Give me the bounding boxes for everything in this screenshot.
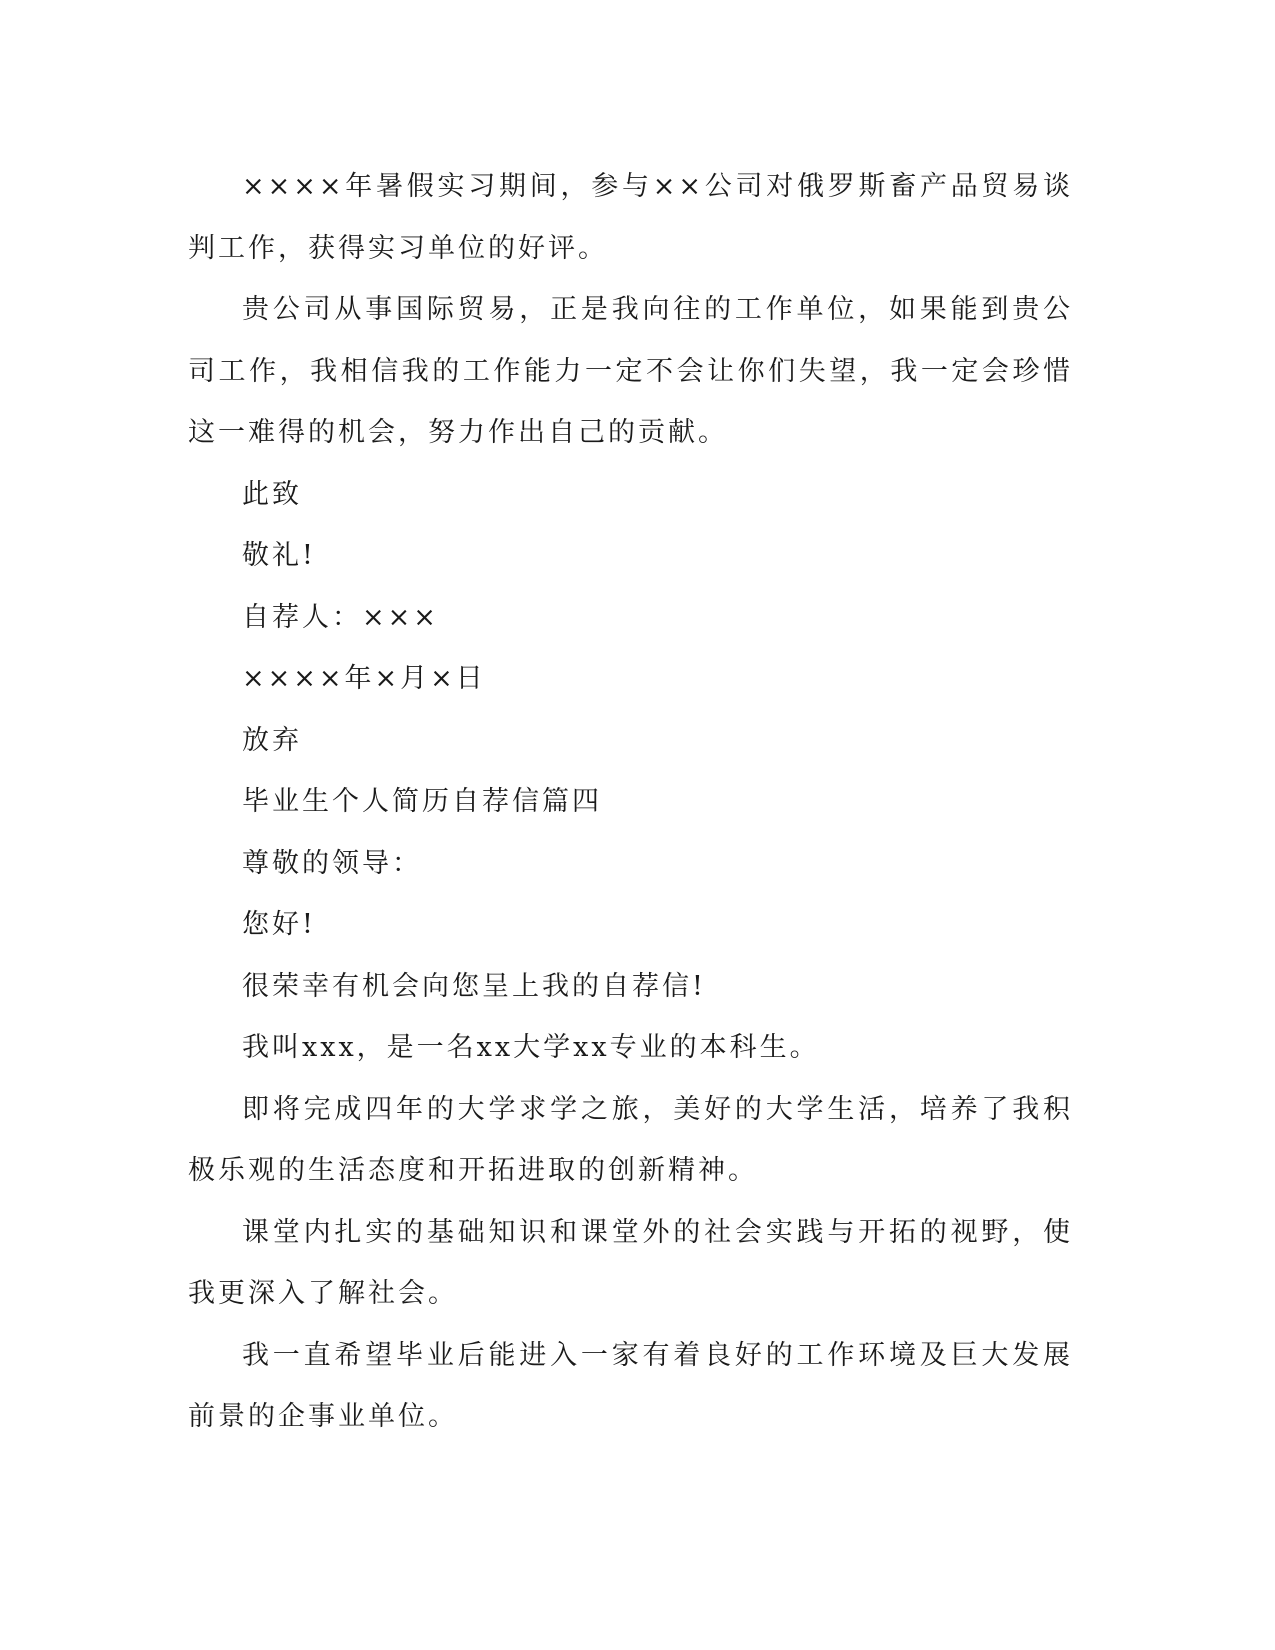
stray-word: 放弃	[242, 724, 302, 756]
paragraph-company-interest: 贵公司从事国际贸易，正是我向往的工作单位，如果能到贵公司工作，我相信我的工作能力一定不会让你们失望，我一定会珍惜这一难得的机会，努力作出自己的贡献。	[188, 294, 1073, 448]
greeting: 您好!	[242, 909, 316, 940]
paragraph-aspiration: 我一直希望毕业后能进入一家有着良好的工作环境及巨大发展前景的企事业单位。	[188, 1339, 1073, 1432]
paragraph-university-life: 即将完成四年的大学求学之旅，美好的大学生活，培养了我积极乐观的生活态度和开拓进取的创新精神。	[188, 1093, 1073, 1186]
paragraph-knowledge: 课堂内扎实的基础知识和课堂外的社会实践与开拓的视野，使我更深入了解社会。	[188, 1216, 1073, 1309]
paragraph-introduction: 我叫xxx，是一名xx大学xx专业的本科生。	[242, 1032, 820, 1063]
salutation: 尊敬的领导：	[242, 847, 422, 879]
letter-body	[188, 156, 1073, 1448]
paragraph-internship: ××××年暑假实习期间，参与××公司对俄罗斯畜产品贸易谈判工作，获得实习单位的好评。	[188, 171, 1073, 264]
paragraph-honor: 很荣幸有机会向您呈上我的自荐信!	[242, 970, 706, 1002]
section-title: 毕业生个人简历自荐信篇四	[242, 786, 602, 817]
closing-salute: 敬礼!	[242, 540, 316, 571]
signature-line: 自荐人：×××	[242, 601, 439, 633]
date-line: ××××年×月×日	[242, 663, 486, 694]
closing-greeting: 此致	[242, 478, 302, 510]
